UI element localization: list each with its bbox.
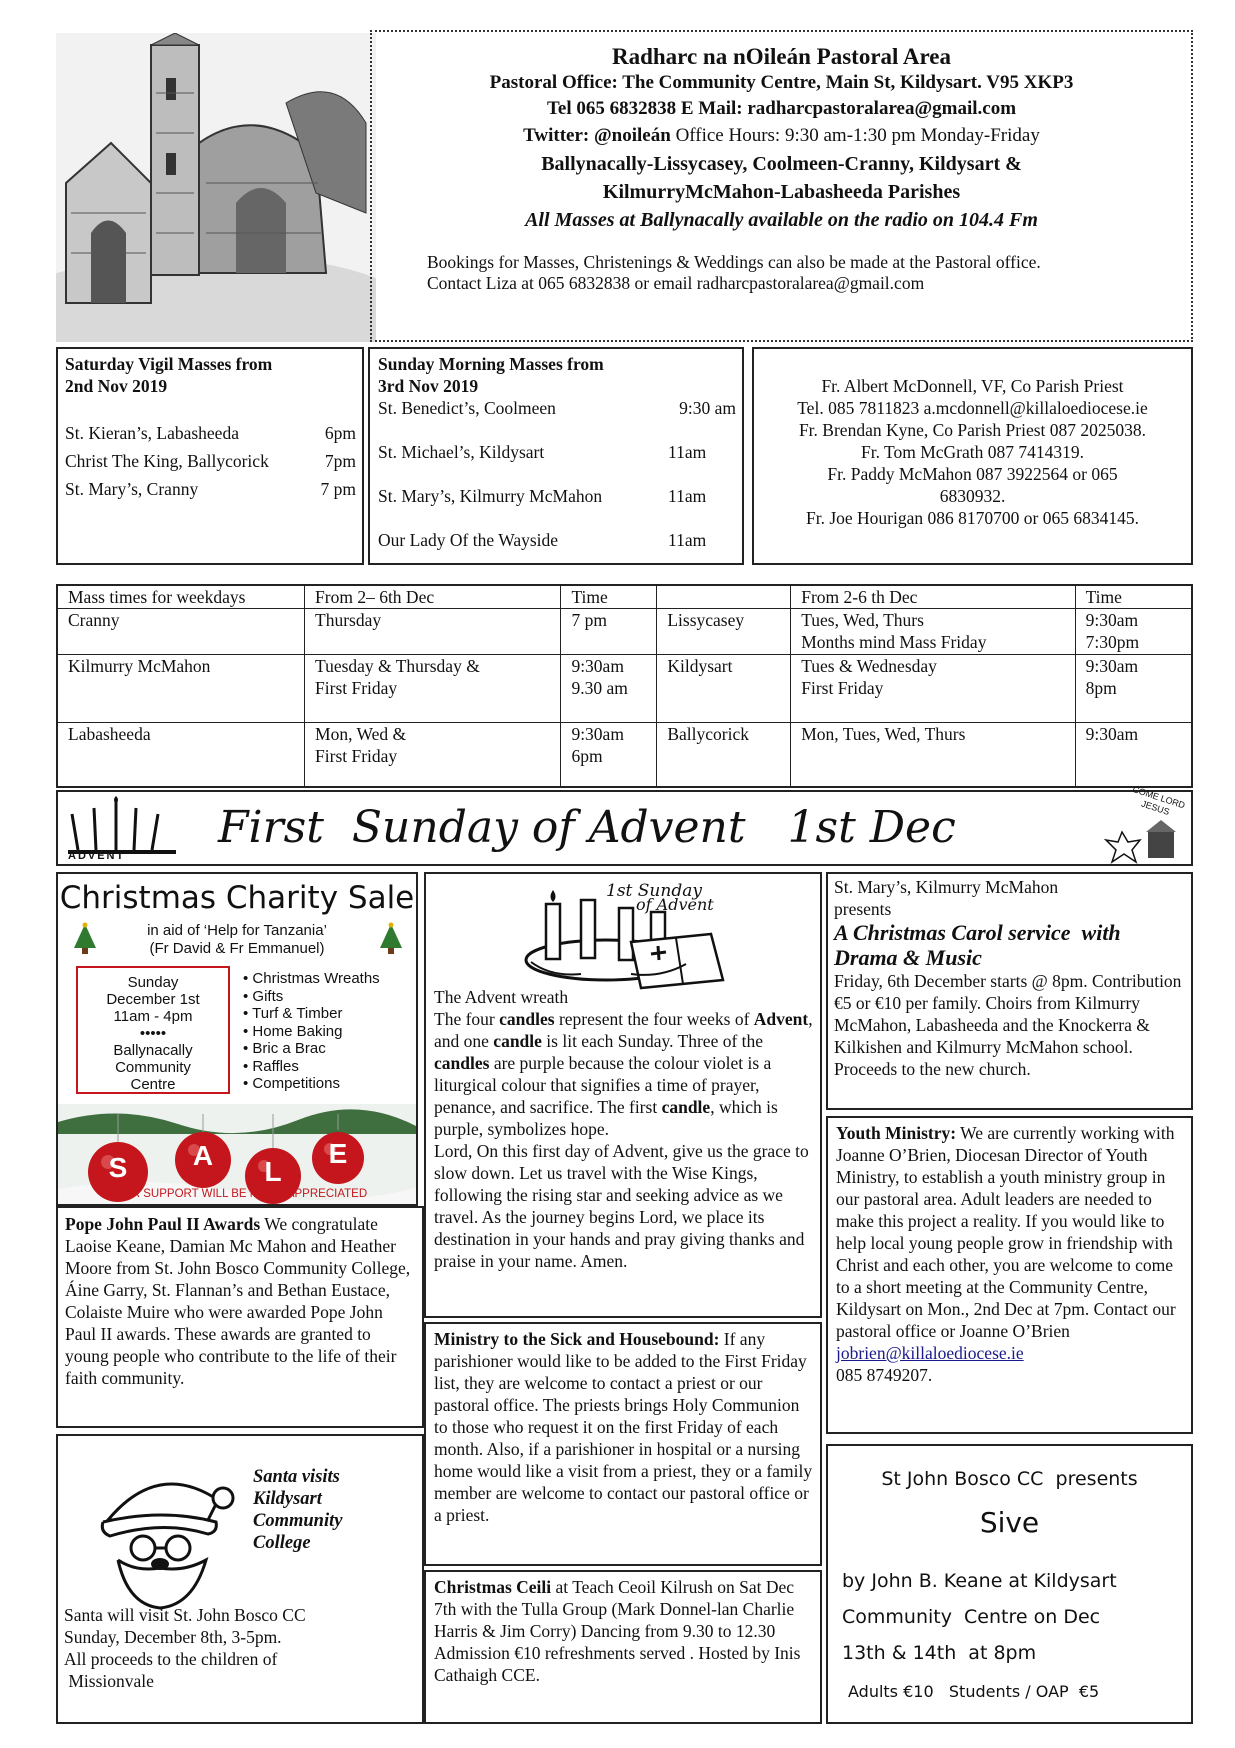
- table-cell: Ballycorick: [657, 723, 791, 788]
- table-cell: Tues & Wednesday First Friday: [791, 655, 1075, 723]
- santa-line-1: Santa will visit St. John Bosco CC: [64, 1605, 306, 1625]
- header-cell: From 2– 6th Dec: [305, 585, 561, 609]
- santa-title-2: Kildysart: [253, 1489, 322, 1509]
- sale-ornaments-image: [58, 1104, 416, 1204]
- advent-candles-logo: [64, 794, 184, 864]
- sale-items-list: [243, 970, 413, 1093]
- sive-prices: Adults €10 Students / OAP €5: [848, 1682, 1100, 1701]
- sunday-place: St. Michael’s, Kildysart: [378, 442, 545, 462]
- sale-venue-1: Ballynacally: [113, 1042, 193, 1059]
- santa-line-3: All proceeds to the children of: [64, 1649, 278, 1669]
- bold-word: candles: [434, 1053, 490, 1073]
- santa-line-4: Missionvale: [64, 1671, 154, 1691]
- text-span: , which is purple, symbolizes hope.: [434, 1097, 778, 1139]
- carol-intro-2: presents: [834, 899, 892, 919]
- sive-line-3: Community Centre on Dec: [842, 1606, 1101, 1628]
- table-cell: Tues, Wed, Thurs Months mind Mass Friday: [791, 609, 1075, 655]
- santa-title-1: Santa visits: [253, 1467, 340, 1487]
- youth-phone: 085 8749207.: [836, 1365, 933, 1385]
- wreath-prayer: Lord, On this first day of Advent, give us the grace to slow down. Let us travel with the Wise Kings, following the rising star and seeking advice as we travel. As the journey begins Lord, we place its destination in your hands and pray giving thanks and praise in your name. Amen.: [434, 1141, 809, 1271]
- vigil-row: [65, 419, 356, 447]
- ceili-text: at Teach Ceoil Kilrush on Sat Dec 7th with the Tulla Group (Mark Donnel-lan Charlie Harris & Jim Corry) Dancing from 9.30 to 12.30 Admission €10 refreshments served . Hosted by Inis Cathaigh CCE.: [434, 1577, 801, 1685]
- vigil-place: Christ The King, Ballycorick: [65, 451, 269, 471]
- sunday-row: [378, 441, 736, 463]
- carol-intro-1: St. Mary’s, Kilmurry McMahon: [834, 877, 1059, 897]
- sale-item: • Christmas Wreaths: [243, 970, 380, 987]
- sale-aid-2: (Fr David & Fr Emmanuel): [149, 940, 325, 957]
- header-cell: From 2-6 th Dec: [791, 585, 1075, 609]
- header-cell: Time: [561, 585, 657, 609]
- header-bookings-2: Contact Liza at 065 6832838 or email radharcpastoralarea@gmail.com: [427, 273, 925, 293]
- youth-ministry-box: [826, 1116, 1193, 1434]
- sale-item: • Home Baking: [243, 1022, 343, 1040]
- santa-face-image: [88, 1460, 238, 1610]
- table-row: [57, 609, 1192, 655]
- ceili-box: [424, 1570, 822, 1724]
- header-radio: All Masses at Ballynacally available on the radio on 104.4 Fm: [525, 209, 1038, 231]
- church-ruin-image: [56, 33, 376, 342]
- awards-box: [56, 1206, 424, 1428]
- vigil-time: 7pm: [324, 451, 356, 471]
- bold-word: candle: [493, 1031, 542, 1051]
- sive-line-4: 13th & 14th at 8pm: [842, 1642, 1037, 1664]
- youth-email-link[interactable]: jobrien@killaloediocese.ie: [836, 1343, 1024, 1363]
- table-cell: Tuesday & Thursday & First Friday: [305, 655, 561, 723]
- santa-title: [253, 1466, 413, 1554]
- badge-text: COME LORD JESUS: [1131, 784, 1187, 817]
- come-lord-jesus-badge: [1098, 784, 1190, 864]
- sick-title: Ministry to the Sick and Housebound:: [434, 1329, 720, 1349]
- header-cell: Time: [1075, 585, 1192, 609]
- sale-day: Sunday: [127, 974, 179, 991]
- table-cell: Thursday: [305, 609, 561, 655]
- christmas-tree-icon: [72, 922, 98, 961]
- table-cell: 9:30am 9.30 am: [561, 655, 657, 723]
- charity-sale-poster: [56, 872, 418, 1206]
- table-cell: 9:30am 6pm: [561, 723, 657, 788]
- sunday-time: 11am: [668, 442, 707, 462]
- header-box: [370, 30, 1193, 342]
- priest-line: Fr. Albert McDonnell, VF, Co Parish Priest: [821, 376, 1124, 396]
- santa-box: [56, 1434, 424, 1724]
- santa-line-2: Sunday, December 8th, 3-5pm.: [64, 1627, 282, 1647]
- ornament-letter: L: [264, 1156, 282, 1187]
- ornament-letter: S: [108, 1152, 128, 1183]
- priest-line: Fr. Tom McGrath 087 7414319.: [860, 442, 1085, 462]
- sive-line-2: by John B. Keane at Kildysart: [842, 1570, 1117, 1592]
- header-cell: Mass times for weekdays: [57, 585, 305, 609]
- table-cell: Mon, Wed & First Friday: [305, 723, 561, 788]
- sunday-time: 11am: [668, 530, 707, 550]
- header-office: Pastoral Office: The Community Centre, Main St, Kildysart. V95 XKP3: [489, 72, 1074, 93]
- sunday-row: [378, 529, 736, 551]
- santa-title-4: College: [253, 1533, 311, 1553]
- text-span: , and one: [434, 1009, 813, 1051]
- table-row: [57, 655, 1192, 723]
- carol-title-2: Drama & Music: [834, 945, 982, 970]
- sale-item: • Raffles: [243, 1057, 299, 1075]
- ornament-letter: E: [328, 1138, 348, 1169]
- advent-wreath-box: [424, 872, 822, 1318]
- priest-line: 6830932.: [939, 486, 1006, 506]
- ceili-title: Christmas Ceili: [434, 1577, 552, 1597]
- table-cell: 9:30am: [1075, 723, 1192, 788]
- sale-time: 11am - 4pm: [113, 1008, 193, 1025]
- sick-text: If any parishioner would like to be added to the First Friday list, they are welcome to contact a priest or our pastoral office. The priests brings Holy Communion to those who request it on the first Friday of each month. Also, if a parishioner in hospital or a nursing home would like a visit from a priest, they or a family member are welcome to contact our pastoral office or a priest.: [434, 1329, 813, 1525]
- sale-item: • Turf & Timber: [243, 1005, 343, 1022]
- advent-wreath-image: [511, 882, 731, 992]
- table-cell: Lissycasey: [657, 609, 791, 655]
- sale-item: • Bric a Brac: [243, 1040, 326, 1057]
- header-office-hours: Office Hours: 9:30 am-1:30 pm Monday-Friday: [675, 125, 1040, 146]
- awards-text: We congratulate Laoise Keane, Damian Mc Mahon and Heather Moore from St. John Bosco Community College, Áine Garry, St. Flannan’s and Bethan Eustace, Colaiste Muire who were awarded Pope John Paul II awards. These awards are granted to young people who contribute to the life of their faith community.: [65, 1214, 411, 1388]
- sale-title: Christmas Charity Sale: [59, 880, 415, 916]
- sale-item: • Gifts: [243, 987, 284, 1005]
- header-bookings: [427, 252, 1191, 294]
- wreath-image-text-1: 1st Sunday: [606, 881, 702, 901]
- priests-box: [752, 347, 1193, 565]
- sunday-row: [378, 397, 736, 419]
- header-parishes-1: Ballynacally-Lissycasey, Coolmeen-Cranny, Kildysart &: [541, 153, 1022, 175]
- vigil-place: St. Kieran’s, Labasheeda: [65, 423, 239, 443]
- header-parishes-2: KilmurryMcMahon-Labasheeda Parishes: [602, 181, 961, 203]
- sale-item: • Competitions: [243, 1075, 340, 1092]
- text-span: is lit each Sunday. Three of the: [541, 1031, 764, 1051]
- sunday-title-1: Sunday Morning Masses from: [378, 354, 604, 374]
- youth-title: Youth Ministry:: [836, 1123, 957, 1143]
- advent-banner: [56, 784, 1193, 866]
- sive-presents: St John Bosco CC presents: [881, 1468, 1138, 1490]
- header-bookings-1: Bookings for Masses, Christenings & Weddings can also be made at the Pastoral office.: [427, 252, 1041, 272]
- vigil-place: St. Mary’s, Cranny: [65, 479, 199, 499]
- table-cell: Kildysart: [657, 655, 791, 723]
- sale-venue-3: Centre: [130, 1076, 176, 1093]
- vigil-row: [65, 475, 356, 503]
- sale-footer: YOUR SUPPORT WILL BE MUCH APPRECIATED: [106, 1188, 368, 1200]
- sunday-time: 11am: [668, 486, 707, 506]
- table-cell: Kilmurry McMahon: [57, 655, 305, 723]
- youth-text: We are currently working with Joanne O’Brien, Diocesan Director of Youth Ministry, to establish a youth ministry group in our pastoral area. Adult leaders are needed to make this project a reality. If you would like to help local young people grow in friendship with Christ and each other, you are welcome to come to a short meeting at the Community Centre, Kildysart on Mon., 2nd Dec at 7pm. Contact our pastoral office or Joanne O’Brien: [836, 1123, 1176, 1341]
- wreath-text: [434, 986, 816, 1272]
- table-header-row: [57, 585, 1192, 609]
- priest-line: Tel. 085 7811823 a.mcdonnell@killaloediocese.ie: [797, 398, 1148, 418]
- weekday-mass-table: [56, 584, 1193, 788]
- santa-text: [64, 1604, 414, 1692]
- christmas-tree-icon: [378, 922, 404, 961]
- sick-ministry-box: [424, 1322, 822, 1566]
- header-title: Radharc na nOileán Pastoral Area: [611, 44, 952, 69]
- priest-line: Fr. Paddy McMahon 087 3922564 or 065: [827, 464, 1118, 484]
- advent-logo-text: ADVENT: [68, 850, 126, 862]
- sunday-title-2: 3rd Nov 2019: [378, 376, 479, 396]
- table-row: [57, 723, 1192, 788]
- sunday-time: 9:30 am: [679, 398, 736, 418]
- text-span: are purple because the colour violet is a liturgical colour that signifies a time of prayer, penance, and sacrifice. The first: [434, 1053, 772, 1117]
- sale-dots: •••••: [139, 1025, 167, 1042]
- table-cell: 9:30am 8pm: [1075, 655, 1192, 723]
- bold-word: Advent: [753, 1009, 809, 1029]
- carol-title-1: A Christmas Carol service with: [834, 920, 1121, 945]
- table-cell: 9:30am 7:30pm: [1075, 609, 1192, 655]
- awards-title: Pope John Paul II Awards: [65, 1214, 261, 1234]
- header-twitter: Twitter: @noileán: [523, 125, 671, 146]
- sunday-row: [378, 485, 736, 507]
- advent-title: First Sunday of Advent 1st Dec: [218, 802, 956, 853]
- priest-line: Fr. Joe Hourigan 086 8170700 or 065 6834145.: [806, 508, 1139, 528]
- vigil-masses-box: [56, 347, 364, 565]
- ornament-letter: A: [192, 1140, 214, 1171]
- header-hours-line: [372, 122, 1191, 150]
- sunday-masses-box: [368, 347, 744, 565]
- text-span: represent the four weeks of: [554, 1009, 754, 1029]
- sunday-place: Our Lady Of the Wayside: [378, 530, 559, 550]
- vigil-time: 6pm: [324, 423, 356, 443]
- sunday-place: St. Mary’s, Kilmurry McMahon: [378, 486, 603, 506]
- header-cell: [657, 585, 791, 609]
- vigil-title-2: 2nd Nov 2019: [65, 376, 168, 396]
- carol-service-box: [826, 872, 1193, 1110]
- wreath-heading: The Advent wreath: [434, 987, 569, 1007]
- bold-word: candle: [661, 1097, 711, 1117]
- vigil-title-1: Saturday Vigil Masses from: [65, 354, 273, 374]
- santa-title-3: Community: [253, 1511, 343, 1531]
- sale-date: December 1st: [106, 991, 200, 1008]
- vigil-time: 7 pm: [320, 479, 356, 499]
- bold-word: candles: [499, 1009, 555, 1029]
- wreath-image-text-2: of Advent: [636, 895, 714, 914]
- sunday-place: St. Benedict’s, Coolmeen: [378, 398, 556, 418]
- header-contact: Tel 065 6832838 E Mail: radharcpastoralarea@gmail.com: [546, 98, 1017, 119]
- table-cell: Labasheeda: [57, 723, 305, 788]
- carol-text: Friday, 6th December starts @ 8pm. Contribution €5 or €10 per family. Choirs from Kilmurry McMahon, Labasheeda and the Knockerra & Kilkishen and Kilmurry McMahon school. Proceeds to the new church.: [834, 971, 1182, 1079]
- text-span: The four: [434, 1009, 500, 1029]
- table-cell: 7 pm: [561, 609, 657, 655]
- priest-line: Fr. Brendan Kyne, Co Parish Priest 087 2025038.: [798, 420, 1147, 440]
- table-cell: Cranny: [57, 609, 305, 655]
- wreath-paragraph-1: [434, 1008, 816, 1140]
- sale-when-where-box: [76, 966, 230, 1094]
- table-cell: Mon, Tues, Wed, Thurs: [791, 723, 1075, 788]
- vigil-row: [65, 447, 356, 475]
- sale-aid-1: in aid of ‘Help for Tanzania’: [147, 922, 327, 939]
- sive-title: Sive: [979, 1506, 1040, 1539]
- sive-poster-box: [826, 1444, 1193, 1724]
- sale-venue-2: Community: [115, 1059, 191, 1076]
